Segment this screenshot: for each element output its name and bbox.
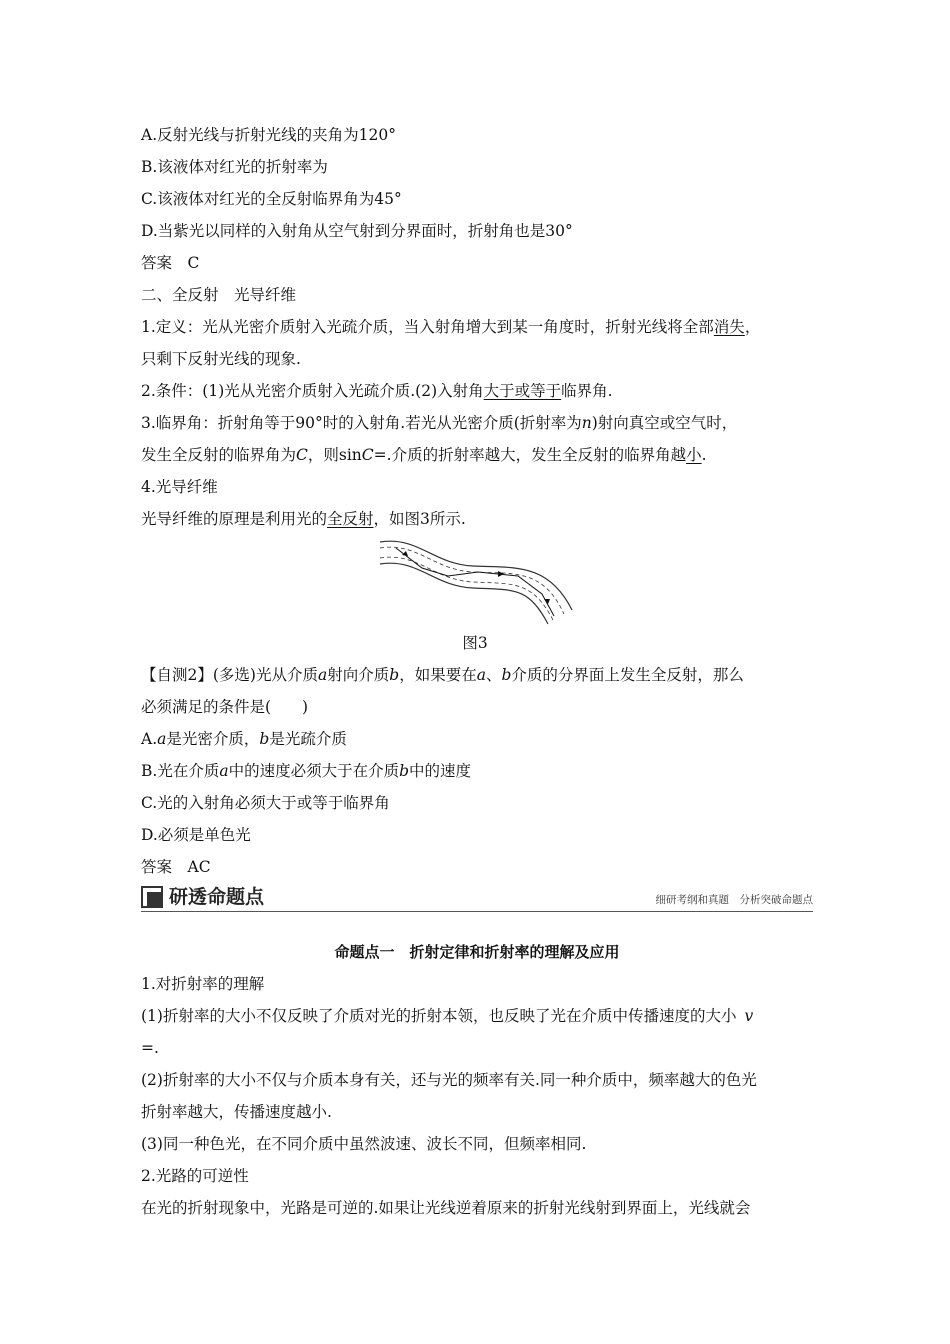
answer-1: 答案 C (141, 254, 200, 272)
text-b: ，则sin (307, 446, 362, 464)
fiber-outer-bottom (380, 563, 548, 624)
q-text-d: 、 (485, 666, 502, 684)
topic-p7: 2.光路的可逆性 (141, 1167, 249, 1185)
p2-text: (1)折射率的大小不仅反映了介质对光的折射本领，也反映了光在介质中传播速度的大小 (141, 1007, 737, 1025)
condition-text: 2.条件：(1)光从光密介质射入光疏介质.(2)入射角 (141, 382, 484, 400)
fiber-line (141, 509, 813, 529)
critical-angle-line-2 (141, 445, 813, 465)
section-banner (141, 884, 813, 912)
selftest-answer: 答案 AC (141, 858, 211, 876)
banner-subtitle: 细研考纲和真题 分析突破命题点 (655, 894, 813, 906)
banner-title: 研透命题点 (169, 886, 265, 908)
var-c: C (296, 446, 308, 464)
opt-b-var: a (219, 762, 229, 780)
option-c: C.该液体对红光的全反射临界角为45° (141, 190, 402, 208)
opt-a-var-2: b (259, 730, 270, 748)
critical-blank: 小 (686, 446, 702, 464)
fiber-blank: 全反射 (327, 510, 374, 528)
definition-punct: ， (744, 318, 761, 336)
topic-p6: (3)同一种色光，在不同介质中虽然波速、波长不同，但频率相同. (141, 1135, 587, 1153)
definition-text: 1.定义：光从光密介质射入光疏介质，当入射角增大到某一角度时，折射光线将全部 (141, 318, 714, 336)
var-v: v (744, 1007, 754, 1025)
selftest-question (141, 665, 813, 685)
optical-fiber-figure (378, 536, 574, 628)
selftest-option-c: C.光的入射角必须大于或等于临界角 (141, 794, 390, 812)
banner-square-icon (141, 886, 163, 908)
definition-line-2: 只剩下反射光线的现象. (141, 350, 301, 368)
var-c-2: C (361, 446, 374, 464)
text-d: =.介质的折射率越大，发生全反射的临界角越 (373, 446, 687, 464)
fiber-title: 4.光导纤维 (141, 478, 218, 496)
var-a: a (317, 666, 328, 684)
critical-text: 3.临界角：折射角等于90°时的入射角.若光从光密介质(折射率为 (141, 414, 582, 432)
opt-a-text: 是光密介质， (166, 730, 260, 748)
selftest-option-a (141, 729, 813, 749)
q-text-e: 介质的分界面上发生全反射，那么 (511, 666, 744, 684)
option-d: D.当紫光以同样的入射角从空气射到分界面时，折射角也是30° (141, 222, 573, 240)
arrow-2 (498, 571, 504, 577)
opt-a-var: a (157, 730, 167, 748)
fiber-core-bottom (380, 557, 554, 622)
topic-p4: (2)折射率的大小不仅与介质本身有关，还与光的频率有关.同一种介质中，频率越大的色光 (141, 1071, 757, 1089)
fiber-text-end: ，如图3所示. (373, 510, 466, 528)
banner-rule (141, 911, 813, 912)
opt-a-text-2: 是光疏介质 (269, 730, 347, 748)
q-text-c: ，如果要在 (399, 666, 477, 684)
option-b: B.该液体对红光的折射率为 (141, 158, 328, 176)
topic-p1: 1.对折射率的理解 (141, 975, 265, 993)
critical-text-end: )射向真空或空气时， (591, 414, 738, 432)
text-a: 发生全反射的临界角为 (141, 446, 297, 464)
condition-line (141, 381, 813, 401)
topic-p3: =. (141, 1039, 159, 1057)
opt-b-prefix: B.光在介质 (141, 762, 220, 780)
text-e: . (701, 446, 707, 464)
selftest-question-2: 必须满足的条件是( ) (141, 698, 309, 716)
var-b-2: b (501, 666, 512, 684)
opt-a-prefix: A. (141, 730, 158, 748)
critical-angle-line (141, 413, 813, 433)
selftest-option-b (141, 761, 813, 781)
topic-p8: 在光的折射现象中，光路是可逆的.如果让光线逆着原来的折射光线射到界面上，光线就会 (141, 1199, 751, 1217)
condition-blank: 大于或等于 (483, 382, 562, 400)
var-n: n (581, 414, 592, 432)
fiber-outer-top (380, 541, 572, 610)
figure-caption: 图3 (462, 634, 488, 652)
q-text-a: (多选)光从介质 (212, 666, 318, 684)
option-a: A.反射光线与折射光线的夹角为120° (141, 126, 396, 144)
opt-b-text-2: 中的速度 (409, 762, 472, 780)
topic-heading: 命题点一 折射定律和折射率的理解及应用 (334, 943, 620, 961)
opt-b-text: 中的速度必须大于在介质 (228, 762, 400, 780)
selftest-option-d: D.必须是单色光 (141, 826, 251, 844)
definition-line (141, 317, 813, 337)
section-title: 二、全反射 光导纤维 (141, 286, 297, 304)
selftest-label: 【自测2】 (141, 666, 213, 684)
topic-p5: 折射率越大，传播速度越小. (141, 1103, 332, 1121)
topic-p2 (141, 1006, 813, 1026)
q-text-b: 射向介质 (327, 666, 390, 684)
fiber-text: 光导纤维的原理是利用光的 (141, 510, 328, 528)
opt-b-var-2: b (399, 762, 410, 780)
var-a-2: a (476, 666, 486, 684)
definition-blank: 消失 (713, 318, 745, 336)
var-b: b (389, 666, 400, 684)
condition-end: 临界角. (561, 382, 613, 400)
